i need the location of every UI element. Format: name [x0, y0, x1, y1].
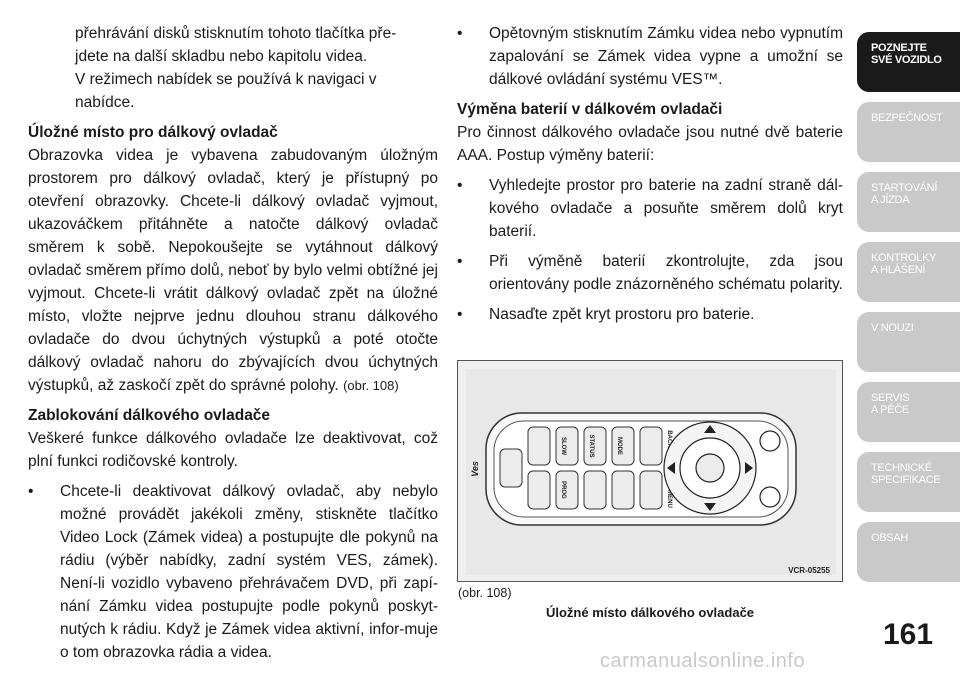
remote-label: STATUS	[588, 434, 594, 458]
remote-label: PROG	[560, 481, 566, 499]
tab-warning-lights[interactable]	[857, 242, 960, 302]
remote-label: MENU	[666, 490, 672, 508]
tab-service-care[interactable]	[857, 382, 960, 442]
tab-emergency[interactable]	[857, 312, 960, 372]
chapter-tabs	[857, 32, 960, 592]
tab-label: STARTOVÁNÍ	[871, 182, 938, 194]
list-item: • Opětovným stisknutím Zámku videa nebo vypnutím zapalování se Zámek videa vypne a umožní se dálkové ovládání systému VES™.	[457, 22, 843, 91]
tab-label: A PÉČE	[871, 404, 909, 416]
tab-know-your-vehicle[interactable]	[857, 32, 960, 92]
section-body-lock: Veškeré funkce dálkového ovladače lze deaktivovat, což plní funkci rodičovské kontroly.	[28, 430, 438, 470]
list-item: • Chcete-li deaktivovat dálkový ovladač, aby nebylo možné provádět jakékoli změny, stiskněte tlačítko Video Lock (Zámek videa) a postupujte dle pokynů na rádiu (výběr nabídky, zadní systém VES, zámek). Není-li vozidlo vybaveno přehrávačem DVD, při zapí-nání Zámku videa postupujte podle pokynů poskyt-nutých k rádiu. Když je Zámek videa aktivní, infor-muje o tom obrazovka rádia a videa.	[28, 480, 438, 664]
right-column	[457, 22, 843, 326]
left-column	[28, 22, 438, 664]
section-heading-lock: Zablokování dálkového ovladače	[28, 407, 271, 424]
list-item: • Při výměně baterií zkontrolujte, zda jsou orientovány podle znázorněného schématu polarity.	[457, 250, 843, 296]
intro-line: jdete na další skladbu nebo kapitolu videa.	[75, 48, 368, 65]
page-number: 161	[882, 618, 934, 651]
section-body-storage: Obrazovka videa je vybavena zabudovaným úložným prostorem pro dálkový ovladač, který je přístupný po otevření obrazovky. Chcete-li dálkový ovladač vyjmout, ukazováčkem přitáhněte a natočte dálkový ovladač směrem k sobě. Nepokoušejte se vytáhnout dálkový ovladač směrem přímo dolů, neboť by bylo velmi obtížné jej vyjmout. Chcete-li vrátit dálkový ovladač zpět na úložné místo, vložte nejprve jednu dlouhou stranu dálkového ovladače do dvou úchytných výstupků a poté otočte dálkový ovladač nahoru do zbývajících dvou úchytných výstupků, až zaskočí zpět do správné polohy. (obr. 108)	[28, 147, 438, 394]
tab-technical-specs[interactable]	[857, 452, 960, 512]
tab-label: OBSAH	[871, 532, 909, 544]
tab-label: A JÍZDA	[871, 194, 910, 206]
tab-label: POZNEJTE	[871, 42, 927, 54]
watermark: carmanualsonline.info	[600, 650, 806, 672]
tab-safety[interactable]	[857, 102, 960, 162]
remote-label: SLOW	[560, 437, 566, 455]
section-body-batteries: Pro činnost dálkového ovladače jsou nutné dvě baterie AAA. Postup výměny baterií:	[457, 124, 843, 164]
tab-label: A HLÁŠENÍ	[871, 264, 926, 276]
tab-contents[interactable]	[857, 522, 960, 582]
tab-label: SERVIS	[871, 392, 910, 404]
figure-caption: Úložné místo dálkového ovladače	[545, 605, 755, 620]
tab-label: BEZPEČNOST	[871, 112, 943, 124]
tab-label: TECHNICKÉ	[871, 462, 932, 474]
list-item: • Vyhledejte prostor pro baterie na zadní straně dál-kového ovladače a posuňte směrem dolů kryt baterií.	[457, 174, 843, 243]
figure-label: (obr. 108)	[458, 586, 512, 600]
figure-reference[interactable]: (obr. 108)	[343, 378, 399, 393]
remote-storage-figure	[457, 360, 843, 582]
section-heading-storage: Úložné místo pro dálkový ovladač	[28, 124, 278, 141]
intro-text	[28, 22, 438, 114]
remote-label: MODE	[616, 437, 622, 455]
section-heading-batteries: Výměna baterií v dálkovém ovladači	[457, 101, 723, 118]
tab-starting-driving[interactable]	[857, 172, 960, 232]
tab-label: SVÉ VOZIDLO	[871, 54, 942, 66]
remote-label: BACK	[666, 430, 672, 448]
figure-code: VCR-05255	[788, 566, 830, 575]
tab-label: KONTROLKY	[871, 252, 937, 264]
remote-brand: Ves	[470, 461, 480, 477]
tab-label: V NOUZI	[871, 322, 914, 334]
intro-line: přehrávání disků stisknutím tohoto tlačítka pře-	[75, 25, 397, 42]
intro-line: V režimech nabídek se používá k navigaci v nabídce.	[75, 71, 377, 111]
tab-label: SPECIFIKACE	[871, 474, 941, 486]
list-item: • Nasaďte zpět kryt prostoru pro baterie.	[457, 303, 843, 326]
remote-control-illustration	[458, 361, 844, 583]
